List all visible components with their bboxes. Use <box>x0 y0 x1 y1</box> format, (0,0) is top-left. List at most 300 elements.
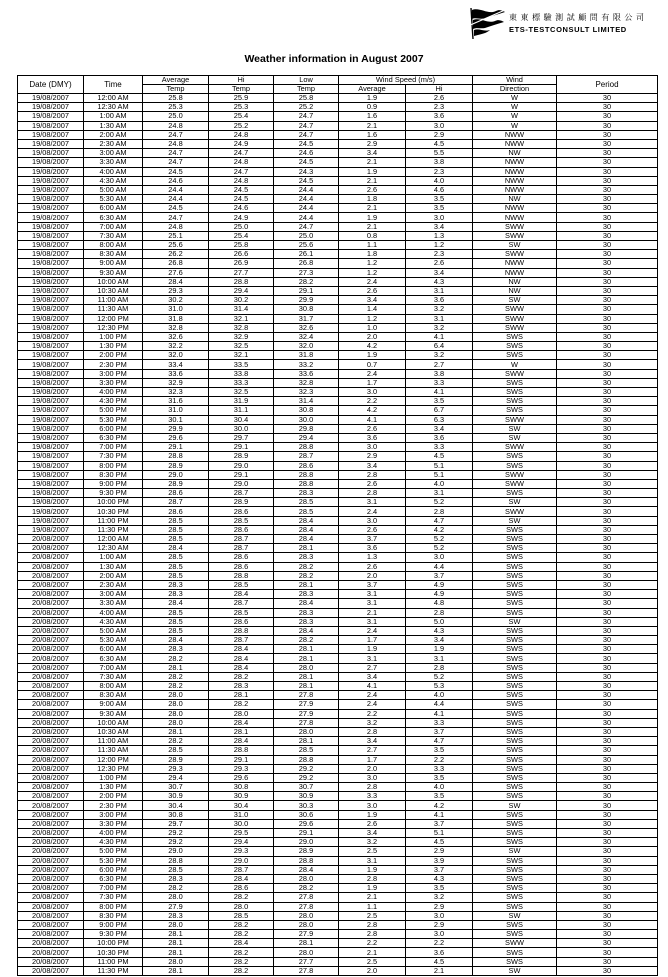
wind-average-cell: 2.4 <box>339 626 406 635</box>
date-cell: 20/08/2007 <box>18 544 84 553</box>
period-cell: 30 <box>557 167 658 176</box>
wind-direction-cell: SWS <box>473 682 557 691</box>
wind-hi-cell: 3.5 <box>406 397 473 406</box>
wind-hi-cell: 2.9 <box>406 847 473 856</box>
hi-temp-cell: 29.5 <box>209 829 274 838</box>
table-row <box>18 185 658 194</box>
time-cell: 1:00 AM <box>84 112 143 121</box>
hi-temp-cell: 28.9 <box>209 452 274 461</box>
period-cell: 30 <box>557 939 658 948</box>
date-cell: 19/08/2007 <box>18 378 84 387</box>
time-cell: 5:00 AM <box>84 626 143 635</box>
hi-temp-cell: 28.8 <box>209 626 274 635</box>
date-cell: 19/08/2007 <box>18 167 84 176</box>
period-cell: 30 <box>557 654 658 663</box>
date-cell: 19/08/2007 <box>18 388 84 397</box>
time-cell: 6:30 PM <box>84 874 143 883</box>
wind-hi-cell: 3.9 <box>406 856 473 865</box>
hi-temp-cell: 29.7 <box>209 433 274 442</box>
table-body <box>18 94 658 976</box>
hi-temp-cell: 24.8 <box>209 158 274 167</box>
low-temp-cell: 24.7 <box>274 112 339 121</box>
date-cell: 19/08/2007 <box>18 516 84 525</box>
time-cell: 2:00 PM <box>84 351 143 360</box>
table-row <box>18 672 658 681</box>
average-temp-cell: 28.5 <box>143 562 209 571</box>
wind-hi-cell: 5.1 <box>406 461 473 470</box>
wind-hi-cell: 4.9 <box>406 590 473 599</box>
wind-average-cell: 3.6 <box>339 544 406 553</box>
date-cell: 20/08/2007 <box>18 783 84 792</box>
wind-direction-cell: NWW <box>473 213 557 222</box>
average-temp-cell: 25.0 <box>143 112 209 121</box>
wind-direction-cell: NW <box>473 277 557 286</box>
period-cell: 30 <box>557 865 658 874</box>
table-row <box>18 94 658 103</box>
hi-temp-cell: 25.3 <box>209 103 274 112</box>
time-cell: 10:30 PM <box>84 948 143 957</box>
wind-direction-cell: SWS <box>473 332 557 341</box>
low-temp-cell: 27.7 <box>274 957 339 966</box>
wind-direction-cell: SWS <box>473 930 557 939</box>
time-cell: 2:30 AM <box>84 139 143 148</box>
average-temp-cell: 33.4 <box>143 360 209 369</box>
wind-average-cell: 2.6 <box>339 424 406 433</box>
date-cell: 19/08/2007 <box>18 204 84 213</box>
date-cell: 19/08/2007 <box>18 406 84 415</box>
hi-temp-cell: 28.2 <box>209 948 274 957</box>
low-temp-cell: 30.8 <box>274 406 339 415</box>
hi-temp-cell: 29.4 <box>209 286 274 295</box>
time-cell: 9:00 PM <box>84 479 143 488</box>
table-row <box>18 452 658 461</box>
hi-temp-cell: 24.9 <box>209 213 274 222</box>
wind-hi-cell: 3.5 <box>406 773 473 782</box>
hi-temp-cell: 31.9 <box>209 397 274 406</box>
date-cell: 20/08/2007 <box>18 810 84 819</box>
table-row <box>18 920 658 929</box>
average-temp-cell: 28.8 <box>143 856 209 865</box>
hi-temp-cell: 28.7 <box>209 865 274 874</box>
date-cell: 20/08/2007 <box>18 893 84 902</box>
wind-average-cell: 2.6 <box>339 525 406 534</box>
average-temp-cell: 28.5 <box>143 516 209 525</box>
wind-average-cell: 1.6 <box>339 130 406 139</box>
wind-hi-cell: 4.5 <box>406 957 473 966</box>
date-cell: 19/08/2007 <box>18 443 84 452</box>
table-row <box>18 580 658 589</box>
low-temp-cell: 29.1 <box>274 286 339 295</box>
wind-average-cell: 1.9 <box>339 351 406 360</box>
wind-direction-cell: SWS <box>473 388 557 397</box>
time-cell: 2:00 PM <box>84 792 143 801</box>
time-cell: 2:30 AM <box>84 580 143 589</box>
table-row <box>18 893 658 902</box>
date-cell: 20/08/2007 <box>18 874 84 883</box>
average-temp-cell: 31.0 <box>143 406 209 415</box>
wind-direction-cell: SWS <box>473 829 557 838</box>
period-cell: 30 <box>557 636 658 645</box>
wind-hi-cell: 5.2 <box>406 498 473 507</box>
date-cell: 19/08/2007 <box>18 195 84 204</box>
wind-average-cell: 2.6 <box>339 286 406 295</box>
hi-temp-cell: 28.4 <box>209 663 274 672</box>
wind-direction-cell: SWS <box>473 856 557 865</box>
table-row <box>18 167 658 176</box>
table-row <box>18 103 658 112</box>
wind-direction-cell: SWS <box>473 342 557 351</box>
date-cell: 19/08/2007 <box>18 231 84 240</box>
wind-direction-cell: SW <box>473 516 557 525</box>
wind-hi-cell: 6.3 <box>406 415 473 424</box>
wind-hi-cell: 6.4 <box>406 342 473 351</box>
wind-direction-cell: SWS <box>473 525 557 534</box>
average-temp-cell: 28.1 <box>143 663 209 672</box>
low-temp-cell: 28.2 <box>274 277 339 286</box>
time-cell: 5:00 PM <box>84 406 143 415</box>
wind-average-cell: 4.2 <box>339 406 406 415</box>
wind-hi-cell: 2.3 <box>406 250 473 259</box>
hi-temp-cell: 28.2 <box>209 700 274 709</box>
wind-direction-cell: SWS <box>473 957 557 966</box>
table-row <box>18 535 658 544</box>
wind-direction-cell: SWS <box>473 452 557 461</box>
wind-hi-cell: 6.7 <box>406 406 473 415</box>
period-cell: 30 <box>557 737 658 746</box>
hi-temp-cell: 28.7 <box>209 544 274 553</box>
average-temp-cell: 24.4 <box>143 185 209 194</box>
hi-temp-cell: 28.2 <box>209 957 274 966</box>
time-cell: 6:30 AM <box>84 654 143 663</box>
wind-hi-cell: 3.8 <box>406 369 473 378</box>
table-row <box>18 819 658 828</box>
table-row <box>18 369 658 378</box>
hi-temp-cell: 28.1 <box>209 691 274 700</box>
low-temp-cell: 28.8 <box>274 755 339 764</box>
table-row <box>18 746 658 755</box>
table-row <box>18 259 658 268</box>
date-cell: 20/08/2007 <box>18 773 84 782</box>
hi-temp-cell: 28.4 <box>209 590 274 599</box>
wind-average-cell: 1.1 <box>339 241 406 250</box>
table-row <box>18 305 658 314</box>
low-temp-cell: 24.7 <box>274 222 339 231</box>
low-temp-cell: 27.8 <box>274 902 339 911</box>
period-cell: 30 <box>557 103 658 112</box>
period-cell: 30 <box>557 847 658 856</box>
hi-temp-cell: 29.4 <box>209 838 274 847</box>
wind-average-cell: 1.7 <box>339 755 406 764</box>
average-temp-cell: 28.9 <box>143 479 209 488</box>
average-temp-cell: 24.8 <box>143 139 209 148</box>
date-cell: 20/08/2007 <box>18 911 84 920</box>
hi-temp-cell: 29.6 <box>209 773 274 782</box>
wind-direction-cell: SWS <box>473 884 557 893</box>
low-temp-cell: 28.2 <box>274 571 339 580</box>
wind-average-cell: 2.0 <box>339 332 406 341</box>
wind-direction-cell: NWW <box>473 167 557 176</box>
wind-direction-cell: NWW <box>473 204 557 213</box>
average-temp-cell: 28.1 <box>143 930 209 939</box>
average-temp-cell: 28.4 <box>143 636 209 645</box>
average-temp-cell: 30.9 <box>143 792 209 801</box>
wind-direction-cell: NWW <box>473 176 557 185</box>
wind-average-cell: 3.1 <box>339 654 406 663</box>
date-cell: 20/08/2007 <box>18 590 84 599</box>
wind-average-cell: 2.9 <box>339 139 406 148</box>
wind-direction-cell: SWS <box>473 865 557 874</box>
wind-average-cell: 1.9 <box>339 167 406 176</box>
period-cell: 30 <box>557 571 658 580</box>
wind-direction-cell: SWS <box>473 727 557 736</box>
time-cell: 11:30 AM <box>84 305 143 314</box>
average-temp-cell: 30.4 <box>143 801 209 810</box>
date-cell: 20/08/2007 <box>18 608 84 617</box>
average-temp-cell: 28.4 <box>143 544 209 553</box>
wind-hi-cell: 2.6 <box>406 94 473 103</box>
time-cell: 1:30 AM <box>84 121 143 130</box>
average-temp-cell: 28.0 <box>143 691 209 700</box>
average-temp-cell: 28.5 <box>143 553 209 562</box>
wind-direction-cell: SWW <box>473 250 557 259</box>
date-cell: 19/08/2007 <box>18 342 84 351</box>
wind-hi-cell: 3.2 <box>406 323 473 332</box>
date-cell: 20/08/2007 <box>18 819 84 828</box>
hi-temp-cell: 28.4 <box>209 737 274 746</box>
average-temp-cell: 25.1 <box>143 231 209 240</box>
wind-average-cell: 1.2 <box>339 268 406 277</box>
wind-average-cell: 2.5 <box>339 957 406 966</box>
wind-hi-cell: 4.5 <box>406 452 473 461</box>
time-cell: 6:00 PM <box>84 865 143 874</box>
hi-temp-cell: 24.7 <box>209 149 274 158</box>
hi-temp-cell: 32.5 <box>209 388 274 397</box>
time-cell: 4:30 AM <box>84 617 143 626</box>
low-temp-cell: 30.7 <box>274 783 339 792</box>
wind-direction-cell: SWW <box>473 314 557 323</box>
time-cell: 12:00 PM <box>84 755 143 764</box>
low-temp-cell: 28.4 <box>274 626 339 635</box>
low-temp-cell: 29.9 <box>274 296 339 305</box>
wind-average-cell: 3.0 <box>339 801 406 810</box>
table-row <box>18 479 658 488</box>
wind-direction-cell: SWS <box>473 893 557 902</box>
hi-temp-cell: 31.0 <box>209 810 274 819</box>
table-row <box>18 590 658 599</box>
hi-temp-cell: 28.6 <box>209 507 274 516</box>
wind-hi-cell: 3.8 <box>406 158 473 167</box>
wind-direction-cell: SWS <box>473 590 557 599</box>
low-temp-cell: 24.7 <box>274 130 339 139</box>
period-cell: 30 <box>557 957 658 966</box>
date-cell: 20/08/2007 <box>18 865 84 874</box>
date-cell: 20/08/2007 <box>18 792 84 801</box>
wind-hi-cell: 3.0 <box>406 553 473 562</box>
wind-average-cell: 2.1 <box>339 222 406 231</box>
table-row <box>18 874 658 883</box>
wind-direction-cell: SWW <box>473 305 557 314</box>
average-temp-cell: 29.3 <box>143 764 209 773</box>
low-temp-cell: 32.0 <box>274 342 339 351</box>
wind-average-cell: 3.6 <box>339 433 406 442</box>
average-temp-cell: 28.5 <box>143 571 209 580</box>
wind-hi-cell: 4.7 <box>406 516 473 525</box>
low-temp-cell: 27.8 <box>274 691 339 700</box>
table-row <box>18 718 658 727</box>
wind-average-cell: 3.1 <box>339 498 406 507</box>
wind-average-cell: 2.1 <box>339 204 406 213</box>
hi-temp-cell: 28.7 <box>209 535 274 544</box>
average-temp-cell: 24.7 <box>143 149 209 158</box>
average-temp-cell: 28.6 <box>143 507 209 516</box>
average-temp-cell: 24.6 <box>143 176 209 185</box>
average-temp-cell: 29.1 <box>143 443 209 452</box>
wind-average-cell: 2.1 <box>339 176 406 185</box>
time-cell: 3:30 AM <box>84 599 143 608</box>
low-temp-cell: 27.9 <box>274 700 339 709</box>
wind-average-cell: 1.4 <box>339 305 406 314</box>
time-cell: 12:00 AM <box>84 94 143 103</box>
date-cell: 20/08/2007 <box>18 636 84 645</box>
wind-direction-cell: SW <box>473 801 557 810</box>
period-cell: 30 <box>557 718 658 727</box>
wind-average-cell: 1.6 <box>339 112 406 121</box>
low-temp-cell: 27.3 <box>274 268 339 277</box>
date-cell: 20/08/2007 <box>18 939 84 948</box>
period-cell: 30 <box>557 342 658 351</box>
time-cell: 12:30 PM <box>84 323 143 332</box>
date-cell: 20/08/2007 <box>18 838 84 847</box>
low-temp-cell: 28.3 <box>274 553 339 562</box>
low-temp-cell: 28.2 <box>274 562 339 571</box>
low-temp-cell: 25.8 <box>274 94 339 103</box>
period-cell: 30 <box>557 479 658 488</box>
time-cell: 8:30 PM <box>84 911 143 920</box>
date-cell: 20/08/2007 <box>18 691 84 700</box>
wind-direction-cell: SW <box>473 241 557 250</box>
low-temp-cell: 28.3 <box>274 489 339 498</box>
table-row <box>18 856 658 865</box>
hi-temp-cell: 29.1 <box>209 443 274 452</box>
hi-temp-cell: 28.2 <box>209 920 274 929</box>
low-temp-cell: 24.6 <box>274 149 339 158</box>
wind-average-cell: 4.1 <box>339 415 406 424</box>
wind-hi-cell: 3.6 <box>406 296 473 305</box>
table-row <box>18 250 658 259</box>
hi-temp-cell: 29.3 <box>209 764 274 773</box>
wind-average-cell: 3.7 <box>339 580 406 589</box>
wind-direction-cell: SWS <box>473 700 557 709</box>
low-temp-cell: 24.7 <box>274 121 339 130</box>
table-row <box>18 121 658 130</box>
date-cell: 20/08/2007 <box>18 580 84 589</box>
wind-hi-cell: 3.5 <box>406 884 473 893</box>
date-cell: 19/08/2007 <box>18 351 84 360</box>
header-wind-speed: Wind Speed (m/s) <box>339 76 473 85</box>
table-row <box>18 424 658 433</box>
low-temp-cell: 32.6 <box>274 323 339 332</box>
period-cell: 30 <box>557 489 658 498</box>
average-temp-cell: 28.3 <box>143 580 209 589</box>
date-cell: 19/08/2007 <box>18 222 84 231</box>
wind-hi-cell: 3.4 <box>406 222 473 231</box>
low-temp-cell: 31.7 <box>274 314 339 323</box>
period-cell: 30 <box>557 709 658 718</box>
time-cell: 10:30 AM <box>84 727 143 736</box>
date-cell: 19/08/2007 <box>18 268 84 277</box>
period-cell: 30 <box>557 498 658 507</box>
hi-temp-cell: 28.8 <box>209 277 274 286</box>
hi-temp-cell: 28.6 <box>209 884 274 893</box>
wind-direction-cell: SWS <box>473 718 557 727</box>
time-cell: 9:00 AM <box>84 700 143 709</box>
average-temp-cell: 31.8 <box>143 314 209 323</box>
wind-hi-cell: 2.6 <box>406 259 473 268</box>
hi-temp-cell: 30.4 <box>209 415 274 424</box>
time-cell: 4:30 PM <box>84 838 143 847</box>
hi-temp-cell: 29.1 <box>209 755 274 764</box>
wind-average-cell: 3.4 <box>339 296 406 305</box>
wind-hi-cell: 3.0 <box>406 213 473 222</box>
period-cell: 30 <box>557 185 658 194</box>
low-temp-cell: 33.6 <box>274 369 339 378</box>
time-cell: 2:00 AM <box>84 571 143 580</box>
average-temp-cell: 28.5 <box>143 617 209 626</box>
wind-direction-cell: SW <box>473 433 557 442</box>
wind-average-cell: 3.0 <box>339 516 406 525</box>
date-cell: 19/08/2007 <box>18 397 84 406</box>
date-cell: 19/08/2007 <box>18 470 84 479</box>
wind-hi-cell: 3.1 <box>406 654 473 663</box>
wind-hi-cell: 5.3 <box>406 682 473 691</box>
wind-hi-cell: 3.4 <box>406 424 473 433</box>
wind-hi-cell: 3.3 <box>406 764 473 773</box>
table-row <box>18 966 658 975</box>
date-cell: 19/08/2007 <box>18 415 84 424</box>
average-temp-cell: 33.6 <box>143 369 209 378</box>
wind-direction-cell: SWS <box>473 571 557 580</box>
hi-temp-cell: 30.0 <box>209 819 274 828</box>
wind-direction-cell: SWS <box>473 580 557 589</box>
hi-temp-cell: 33.5 <box>209 360 274 369</box>
wind-average-cell: 1.9 <box>339 865 406 874</box>
period-cell: 30 <box>557 755 658 764</box>
wind-hi-cell: 4.3 <box>406 874 473 883</box>
time-cell: 5:30 PM <box>84 415 143 424</box>
wind-average-cell: 2.0 <box>339 966 406 975</box>
time-cell: 10:00 PM <box>84 939 143 948</box>
table-row <box>18 314 658 323</box>
wind-hi-cell: 5.5 <box>406 149 473 158</box>
wind-hi-cell: 4.0 <box>406 783 473 792</box>
wind-hi-cell: 2.2 <box>406 939 473 948</box>
period-cell: 30 <box>557 250 658 259</box>
table-row <box>18 847 658 856</box>
wind-direction-cell: SWS <box>473 746 557 755</box>
date-cell: 20/08/2007 <box>18 920 84 929</box>
period-cell: 30 <box>557 351 658 360</box>
table-row <box>18 222 658 231</box>
average-temp-cell: 29.9 <box>143 424 209 433</box>
wind-hi-cell: 4.5 <box>406 838 473 847</box>
wind-hi-cell: 4.1 <box>406 709 473 718</box>
table-row <box>18 755 658 764</box>
table-row <box>18 360 658 369</box>
date-cell: 19/08/2007 <box>18 525 84 534</box>
wind-direction-cell: SWS <box>473 709 557 718</box>
wind-average-cell: 1.7 <box>339 378 406 387</box>
wind-hi-cell: 2.9 <box>406 130 473 139</box>
